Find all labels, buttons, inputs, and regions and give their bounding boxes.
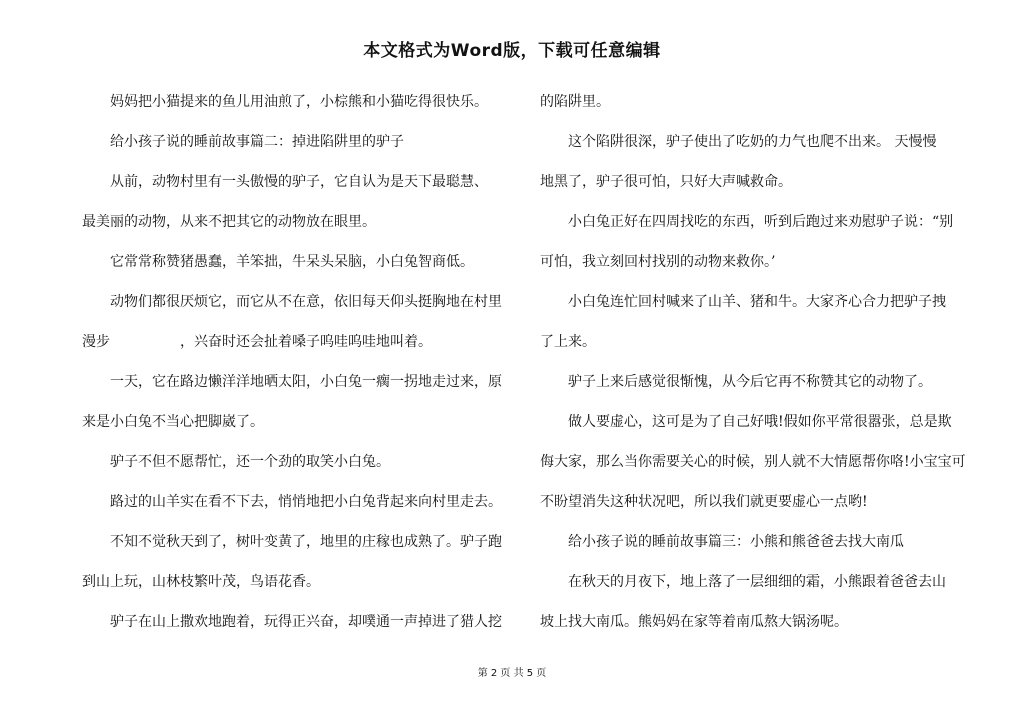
text-line: 它常常称赞猪愚蠢，羊笨拙，牛呆头呆脑，小白兔智商低。 (82, 254, 474, 270)
document-header-banner: 本文格式为Word版，下载可任意编辑 (363, 41, 661, 61)
text-line: 从前，动物村里有一头傲慢的驴子，它自认为是天下最聪慧、 (82, 174, 488, 190)
text-line: 最美丽的动物，从来不把其它的动物放在眼里。 (82, 214, 376, 230)
text-line: 驴子不但不愿帮忙，还一个劲的取笑小白兔。 (82, 454, 390, 470)
text-line: 驴子在山上撒欢地跑着，玩得正兴奋，却噗通一声掉进了猎人挖 (82, 614, 502, 630)
text-line: 一天，它在路边懒洋洋地晒太阳，小白兔一瘸一拐地走过来，原 (82, 374, 502, 390)
text-line: 不知不觉秋天到了，树叶变黄了，地里的庄稼也成熟了。驴子跑 (82, 534, 502, 550)
left-text-column (82, 82, 520, 642)
text-line: 漫步 ，兴奋时还会扯着嗓子呜哇呜哇地叫着。 (82, 334, 432, 350)
text-line: 这个陷阱很深，驴子使出了吃奶的力气也爬不出来。 天慢慢 (540, 134, 937, 150)
text-line: 侮大家，那么当你需要关心的时候，别人就不大情愿帮你咯!小宝宝可 (540, 454, 966, 470)
page-number-footer: 第 2 页 共 5 页 (477, 668, 547, 679)
text-line: 给小孩子说的睡前故事篇三：小熊和熊爸爸去找大南瓜 (540, 534, 904, 550)
text-line: 了上来。 (540, 334, 596, 350)
text-line: 驴子上来后感觉很惭愧，从今后它再不称赞其它的动物了。 (540, 374, 932, 390)
right-text-column (540, 82, 966, 642)
text-line: 小白兔连忙回村喊来了山羊、猪和牛。大家齐心合力把驴子拽 (540, 294, 946, 310)
text-line: 可怕，我立刻回村找别的动物来救你。’ (540, 254, 776, 270)
text-line: 地黑了，驴子很可怕，只好大声喊救命。 (540, 174, 792, 190)
text-line: 路过的山羊实在看不下去，悄悄地把小白兔背起来向村里走去。 (82, 494, 502, 510)
text-line: 小白兔正好在四周找吃的东西，听到后跑过来劝慰驴子说：“别 (540, 214, 954, 230)
text-line: 动物们都很厌烦它，而它从不在意，依旧每天仰头挺胸地在村里 (82, 294, 502, 310)
text-line: 妈妈把小猫提来的鱼儿用油煎了，小棕熊和小猫吃得很快乐。 (82, 94, 488, 110)
text-line: 做人要虚心，这可是为了自己好哦!假如你平常很嚣张，总是欺 (540, 414, 952, 430)
text-line: 给小孩子说的睡前故事篇二：掉进陷阱里的驴子 (82, 134, 404, 150)
text-line: 来是小白兔不当心把脚崴了。 (82, 414, 264, 430)
text-line: 的陷阱里。 (540, 94, 610, 110)
text-line: 坡上找大南瓜。熊妈妈在家等着南瓜熬大锅汤呢。 (540, 614, 848, 630)
text-line: 到山上玩，山林枝繁叶茂，鸟语花香。 (82, 574, 320, 590)
text-line: 在秋天的月夜下，地上落了一层细细的霜，小熊跟着爸爸去山 (540, 574, 946, 590)
text-line: 不盼望消失这种状况吧，所以我们就更要虚心一点哟! (540, 494, 868, 510)
